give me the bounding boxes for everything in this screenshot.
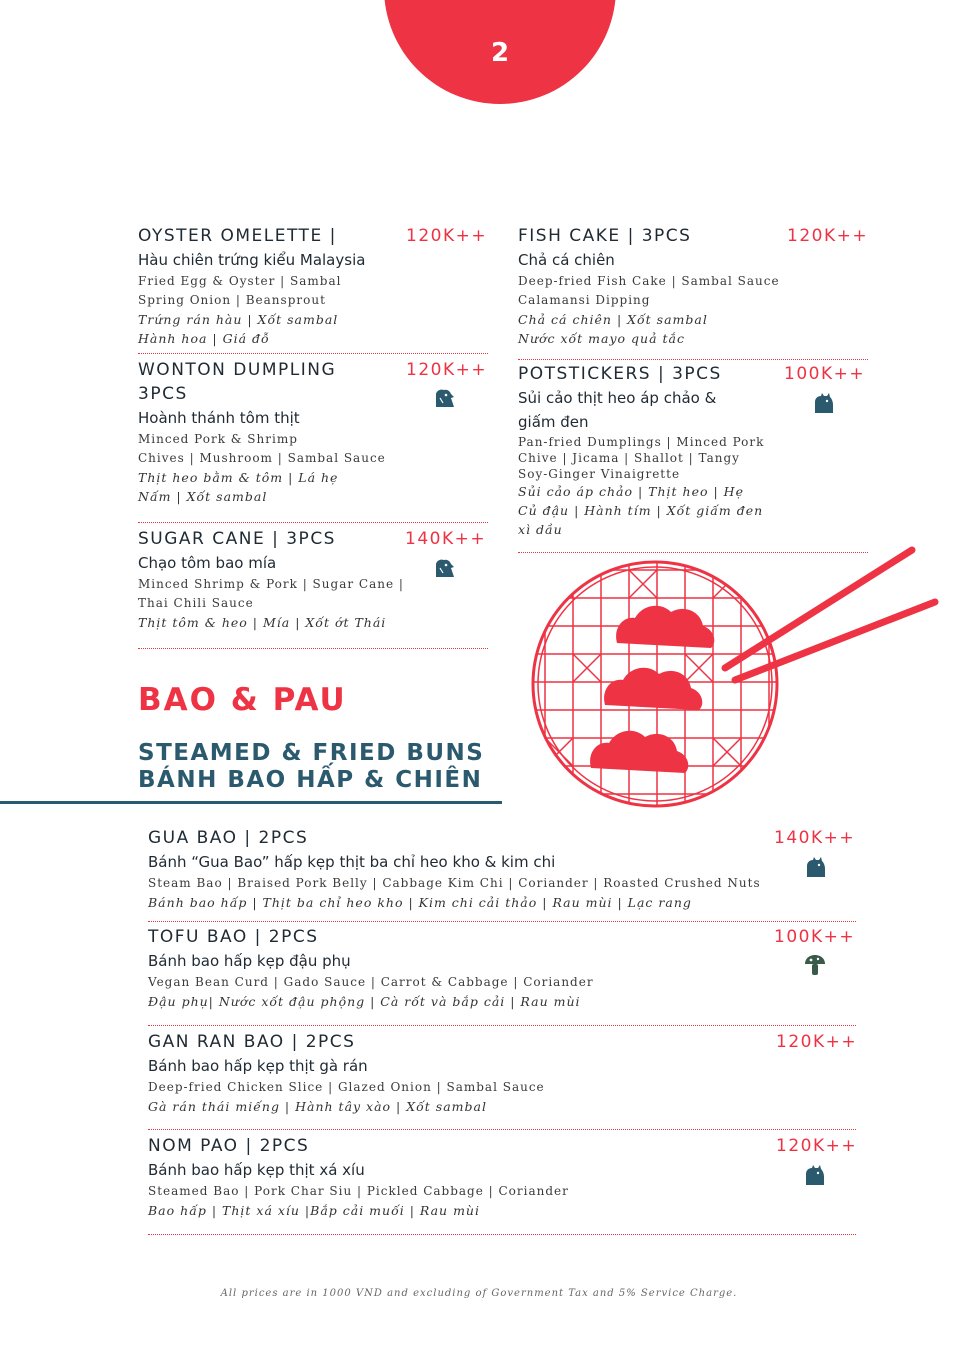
menu-item-gan-ran-bao — [148, 1030, 856, 1116]
item-desc-vn-line: Thịt heo bằm & tôm | Lá hẹ — [138, 470, 339, 485]
section-subtitle-en: STEAMED & FRIED BUNS — [138, 740, 485, 766]
mushroom-icon — [803, 953, 827, 977]
item-price: 100K++ — [774, 927, 856, 947]
divider — [148, 921, 856, 922]
item-desc-line: Thai Chili Sauce — [138, 596, 254, 610]
page-number: 2 — [490, 38, 510, 68]
item-vn-name: Bánh “Gua Bao” hấp kẹp thịt ba chỉ heo kho & kim chi — [148, 853, 556, 871]
item-vn-name: Hàu chiên trứng kiểu Malaysia — [138, 251, 366, 269]
shrimp-icon — [433, 556, 457, 580]
divider — [138, 522, 488, 523]
item-desc-line: Pan-fried Dumplings | Minced Pork — [518, 435, 765, 449]
item-vn-name: Bánh bao hấp kẹp thịt gà rán — [148, 1057, 368, 1075]
item-vn-name: Chả cá chiên — [518, 251, 615, 269]
item-desc-line: Fried Egg & Oyster | Sambal — [138, 274, 342, 288]
item-vn-name: Hoành thánh tôm thịt — [138, 409, 300, 427]
item-vn-name-line2: giấm đen — [518, 413, 589, 431]
pig-icon — [812, 391, 836, 415]
item-name: FISH CAKE | 3PCS — [518, 226, 692, 246]
dumpling-chopsticks-illustration — [525, 540, 945, 820]
item-desc-vn-line: Hành hoa | Giá đỗ — [138, 331, 270, 346]
item-desc-vn-line: Nước xốt mayo quả tắc — [518, 331, 686, 346]
item-name: GUA BAO | 2PCS — [148, 828, 309, 848]
item-price: 120K++ — [776, 1032, 858, 1052]
divider — [518, 359, 868, 360]
item-price: 100K++ — [784, 364, 866, 384]
item-name: POTSTICKERS | 3PCS — [518, 364, 722, 384]
menu-item-fish-cake — [518, 224, 868, 348]
menu-item-nom-pao — [148, 1134, 856, 1220]
item-price: 120K++ — [776, 1136, 858, 1156]
item-desc-line: Steamed Bao | Pork Char Siu | Pickled Cabbage | Coriander — [148, 1184, 569, 1198]
item-desc-vn-line: Sủi cảo áp chảo | Thịt heo | Hẹ — [518, 484, 744, 499]
pig-icon — [804, 855, 828, 879]
item-desc-line: Deep-fried Fish Cake | Sambal Sauce — [518, 274, 780, 288]
item-desc-line: Spring Onion | Beansprout — [138, 293, 326, 307]
item-desc-line: Soy-Ginger Vinaigrette — [518, 467, 681, 481]
item-desc-vn-line: Chả cá chiên | Xốt sambal — [518, 312, 708, 327]
item-desc-vn-line: Nấm | Xốt sambal — [138, 489, 268, 504]
item-name-line2: 3PCS — [138, 384, 188, 404]
divider — [138, 353, 488, 354]
section-subtitle-vn: BÁNH BAO HẤP & CHIÊN — [138, 767, 483, 793]
divider — [138, 648, 488, 649]
item-price: 140K++ — [405, 529, 487, 549]
item-desc-line: Minced Shrimp & Pork | Sugar Cane | — [138, 577, 404, 591]
item-desc-vn-line: Bao hấp | Thịt xá xíu |Bắp cải muối | Rau mùi — [148, 1203, 480, 1218]
footer-note: All prices are in 1000 VND and excluding of Government Tax and 5% Service Charge. — [220, 1288, 738, 1299]
item-desc-line: Calamansi Dipping — [518, 293, 651, 307]
item-name: SUGAR CANE | 3PCS — [138, 529, 336, 549]
menu-item-oyster-omelette — [138, 224, 488, 348]
item-price: 140K++ — [774, 828, 856, 848]
item-desc-line: Chive | Jicama | Shallot | Tangy — [518, 451, 740, 465]
menu-item-tofu-bao — [148, 925, 856, 1011]
divider — [148, 1234, 856, 1235]
menu-item-wonton-dumpling — [138, 358, 488, 506]
divider — [148, 1129, 856, 1130]
item-vn-name: Sủi cảo thịt heo áp chảo & — [518, 389, 717, 407]
item-price: 120K++ — [406, 226, 488, 246]
item-name: WONTON DUMPLING — [138, 360, 337, 380]
item-desc-line: Deep-fried Chicken Slice | Glazed Onion | Sambal Sauce — [148, 1080, 545, 1094]
item-vn-name: Bánh bao hấp kẹp thịt xá xíu — [148, 1161, 365, 1179]
item-desc-line: Vegan Bean Curd | Gado Sauce | Carrot & Cabbage | Coriander — [148, 975, 594, 989]
item-name: NOM PAO | 2PCS — [148, 1136, 310, 1156]
menu-item-potstickers — [518, 362, 868, 539]
section-title: BAO & PAU — [138, 682, 347, 718]
item-price: 120K++ — [787, 226, 869, 246]
item-price: 120K++ — [406, 360, 488, 380]
divider — [148, 1025, 856, 1026]
item-name: TOFU BAO | 2PCS — [148, 927, 319, 947]
item-desc-vn-line: Trứng rán hàu | Xốt sambal — [138, 312, 339, 327]
item-desc-vn-line: xì dầu — [518, 522, 563, 537]
section-rule — [0, 801, 502, 804]
item-desc-vn-line: Gà rán thái miếng | Hành tây xào | Xốt sambal — [148, 1099, 487, 1114]
item-vn-name: Chạo tôm bao mía — [138, 554, 277, 572]
item-desc-line: Steam Bao | Braised Pork Belly | Cabbage Kim Chi | Coriander | Roasted Crushed Nuts — [148, 876, 761, 890]
item-name: OYSTER OMELETTE | — [138, 226, 337, 246]
item-desc-line: Minced Pork & Shrimp — [138, 432, 298, 446]
menu-item-gua-bao — [148, 826, 856, 912]
item-desc-vn-line: Thịt tôm & heo | Mía | Xốt ớt Thái — [138, 615, 387, 630]
item-desc-vn-line: Bánh bao hấp | Thịt ba chỉ heo kho | Kim chi cải thảo | Rau mùi | Lạc rang — [148, 895, 692, 910]
item-vn-name: Bánh bao hấp kẹp đậu phụ — [148, 952, 351, 970]
pig-icon — [803, 1163, 827, 1187]
item-desc-vn-line: Đậu phụ| Nước xốt đậu phộng | Cà rốt và bắp cải | Rau mùi — [148, 994, 581, 1009]
item-desc-vn-line: Củ đậu | Hành tím | Xốt giấm đen — [518, 503, 764, 518]
item-desc-line: Chives | Mushroom | Sambal Sauce — [138, 451, 386, 465]
shrimp-icon — [433, 386, 457, 410]
item-name: GAN RAN BAO | 2PCS — [148, 1032, 356, 1052]
